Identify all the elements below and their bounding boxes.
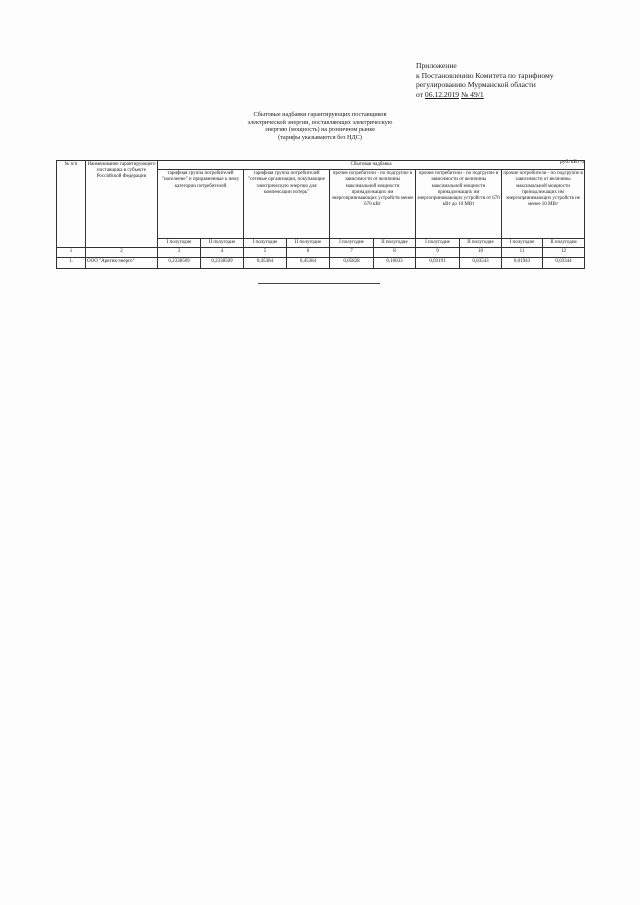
row-value: 0,10033 [374,257,416,268]
row-value: 0,45384 [287,257,330,268]
col-number: 2 [86,248,158,257]
group-header-other-lt670: прочие потребители - по подгруппе в зависимости от величины максимальной мощности принадлежащих им энергопринимающих устройств менее 670 кВт [330,170,416,239]
col-number: 4 [201,248,244,257]
header-row-top [57,161,585,170]
col-number: 12 [543,248,585,257]
header-supplier-name: Наименование гарантирующего поставщика в субъекте Российской Федерации [86,161,158,248]
closing-divider-line [258,283,380,284]
col-number: 11 [502,248,543,257]
row-value: 0,2338509 [158,257,201,268]
row-value: 0,03543 [460,257,502,268]
row-supplier-name: ООО "Арктик-энерго" [86,257,158,268]
col-number: 9 [416,248,460,257]
row-value: 0,01943 [502,257,543,268]
header-num: № п/п [57,161,86,248]
document-title [205,111,435,141]
appendix-line-1: Приложение [416,61,457,70]
half-1-header: I полугодие [244,239,287,248]
title-line-2: электрической энергии, поставляющих электрическую [247,118,393,126]
row-value: 0,05828 [330,257,374,268]
half-1-header: I полугодие [416,239,460,248]
group-header-population: тарифная группа потребителей "население" и приравненные к нему категории потребителей [158,170,244,239]
group-header-other-ge10: прочие потребители - по подгруппе в зависимости от величины максимальной мощности принадлежащих им энергопринимающих устройств не менее 10 МВт [502,170,585,239]
row-value: 0,2338509 [201,257,244,268]
unit-label: руб./кВт·ч [560,159,584,165]
row-value: 0,03344 [543,257,585,268]
title-line-1: Сбытовые надбавки гарантирующих поставщиков [253,111,387,118]
appendix-date: 06.12.2019 [424,89,460,99]
appendix-line-3: регулированию Мурманской области [416,80,536,90]
half-2-header: II полугодие [460,239,502,248]
half-2-header: II полугодие [374,239,416,248]
row-value: 0,45384 [244,257,287,268]
col-number: 10 [460,248,502,257]
row-value: 0,03191 [416,257,460,268]
half-1-header: I полугодие [502,239,543,248]
col-number: 7 [330,248,374,257]
half-2-header: II полугодие [543,239,585,248]
col-number: 3 [158,248,201,257]
table-row [57,257,585,268]
appendix-line-4 [416,90,626,100]
group-header-other-670-10: прочие потребители - по подгруппе в зависимости от величины максимальной мощности принадлежащих им энергопринимающих устройств от 670 кВт до 10 МВт [416,170,502,239]
appendix-number: № 49/1 [461,89,484,99]
header-markup: Сбытовая надбавка [158,161,585,170]
title-line-4: (тарифы указываются без НДС) [278,133,362,141]
appendix-date-prefix: от [416,89,424,99]
appendix-line-2: к Постановлению Комитета по тарифному [416,70,554,80]
col-number: 8 [374,248,416,257]
half-2-header: II полугодие [287,239,330,248]
col-number: 1 [57,248,86,257]
title-line-3: энергию (мощность) на розничном рынке [265,126,375,134]
group-header-network: тарифная группа потребителей "сетевые организации, покупающие электрическую энергию для компенсации потерь" [244,170,330,239]
row-num: 1. [57,257,86,268]
half-1-header: I полугодие [158,239,201,248]
col-number: 5 [244,248,287,257]
half-1-header: I полугодие [330,239,374,248]
column-number-row [57,248,585,257]
tariff-table [56,160,585,269]
half-2-header: II полугодие [201,239,244,248]
appendix-header [416,61,626,99]
col-number: 6 [287,248,330,257]
